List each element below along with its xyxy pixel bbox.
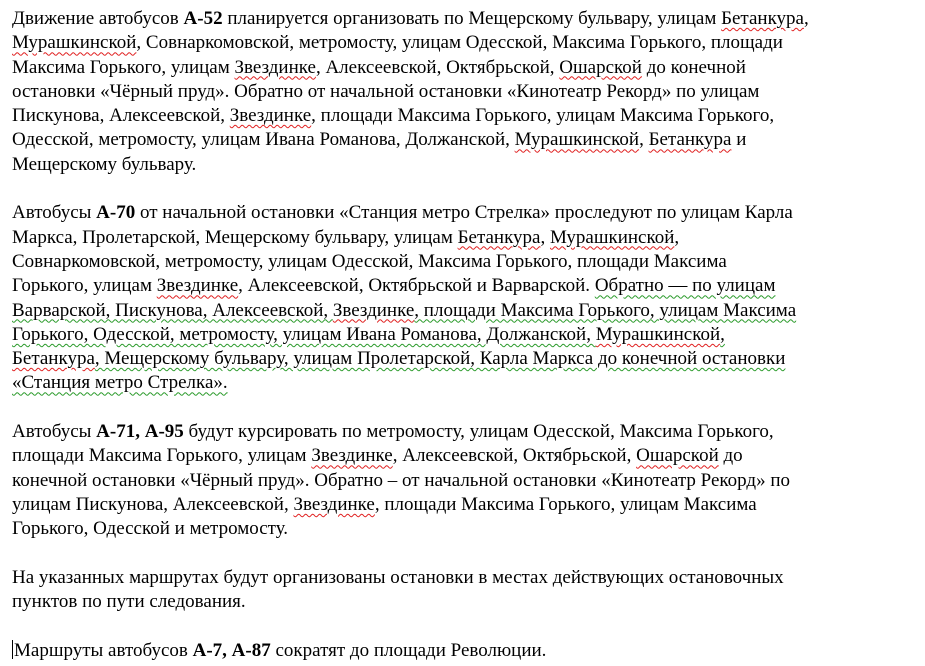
- text-run: улицам Пискунова, Алексеевской,: [12, 493, 294, 515]
- spelling-error-word[interactable]: Звездинке: [293, 493, 375, 515]
- text-line: [12, 250, 809, 274]
- text-line: [12, 469, 809, 493]
- text-run: сократят до площади Революции.: [270, 639, 547, 661]
- text-run: конечной остановки «Чёрный пруд». Обратно – от начальной остановки «Кинотеатр Рекорд» по: [12, 469, 791, 491]
- text-run: от начальной остановки «Станция метро Стрелка» проследуют по улицам Карла: [135, 202, 793, 224]
- text-run: остановки «Чёрный пруд». Обратно от начальной остановки «Кинотеатр Рекорд» по улицам: [12, 80, 760, 102]
- grammar-flagged-text[interactable]: , площади Максима Горького, улицам Максима: [414, 299, 797, 321]
- route-number: А-52: [183, 8, 223, 29]
- text-run: Пискунова, Алексеевской,: [12, 105, 230, 127]
- text-run: Автобусы: [12, 202, 97, 224]
- text-line: [12, 104, 809, 128]
- spelling-error-word[interactable]: Бетанкура: [648, 129, 732, 151]
- route-number: А-70: [96, 202, 136, 224]
- spelling-error-word[interactable]: Звездинке: [332, 299, 415, 321]
- text-line: [12, 201, 809, 225]
- text-line: [12, 153, 809, 177]
- route-number: А-7, А-87: [192, 639, 271, 661]
- text-line: [12, 299, 809, 323]
- empty-line: [12, 614, 809, 638]
- text-line: [12, 226, 809, 250]
- text-run: ,: [540, 226, 550, 248]
- text-run: Максима Горького, улицам: [12, 56, 235, 78]
- text-run: , Алексеевской, Октябрьской и Варварской.: [238, 275, 595, 297]
- text-run: Автобусы: [12, 421, 97, 443]
- paragraph: [12, 639, 809, 663]
- spelling-error-word[interactable]: Звездинке: [229, 105, 312, 127]
- text-run: , Совнаркомовской, метромосту, улицам Одесской, Максима Горького, площади: [136, 32, 783, 54]
- text-run: Движение автобусов: [12, 8, 184, 29]
- text-run: , Алексеевской, Октябрьской,: [315, 56, 560, 78]
- text-run: и: [731, 129, 747, 151]
- spelling-error-word[interactable]: Мурашкинской: [595, 323, 721, 345]
- text-run: планируется организовать по Мещерскому бульвару, улицам: [222, 8, 722, 29]
- text-run: Маркса, Пролетарской, Мещерскому бульвару, улицам: [12, 226, 458, 248]
- text-line: [12, 56, 809, 80]
- text-line: [12, 590, 809, 614]
- text-run: до: [718, 445, 743, 467]
- grammar-flagged-text[interactable]: «Станция метро Стрелка».: [12, 372, 228, 394]
- spelling-error-word[interactable]: Мурашкинской: [514, 129, 640, 151]
- text-line: [12, 420, 809, 444]
- text-line: [12, 371, 809, 395]
- grammar-flagged-text[interactable]: Обратно — по улицам: [594, 275, 776, 297]
- spelling-error-word[interactable]: Звездинке: [234, 56, 316, 78]
- text-line: [12, 493, 809, 517]
- text-run: до конечной: [641, 56, 746, 78]
- grammar-flagged-text[interactable]: Горького, Одесской, метромосту, улицам Ивана Романова, Должанской,: [12, 323, 596, 345]
- text-line: [12, 444, 809, 468]
- text-run: Горького, улицам: [12, 275, 157, 297]
- spelling-error-word[interactable]: Звездинке: [156, 275, 239, 297]
- text-run: , Алексеевской, Октябрьской,: [392, 445, 637, 467]
- paragraph: [12, 201, 809, 395]
- paragraph: [12, 566, 809, 615]
- empty-line: [12, 542, 809, 566]
- spelling-error-word[interactable]: Мурашкинской: [549, 226, 675, 248]
- spelling-error-word[interactable]: Звездинке: [311, 445, 393, 467]
- text-run: площади Максима Горького, улицам: [12, 445, 312, 467]
- text-run: , площади Максима Горького, улицам Максима: [374, 493, 757, 515]
- text-line: [12, 31, 809, 55]
- spelling-error-word[interactable]: Бетанкура: [721, 8, 804, 29]
- text-line: [12, 7, 809, 31]
- text-run: Одесской, метромосту, улицам Ивана Романова, Должанской,: [12, 129, 515, 151]
- spelling-error-word[interactable]: Мурашкинской: [12, 32, 137, 54]
- text-run: Мещерскому бульвару.: [12, 153, 197, 175]
- route-number: А-71, А-95: [96, 421, 184, 443]
- text-run: Совнаркомовской, метромосту, улицам Одесской, Максима Горького, площади Максима: [12, 250, 727, 272]
- document-body[interactable]: [12, 7, 809, 663]
- spelling-error-word[interactable]: Бетанкура: [12, 348, 95, 370]
- text-run: будут курсировать по метромосту, улицам Одесской, Максима Горького,: [183, 421, 774, 443]
- text-run: ,: [639, 129, 649, 151]
- spelling-error-word[interactable]: Ошарской: [559, 56, 642, 78]
- empty-line: [12, 177, 809, 201]
- empty-line: [12, 396, 809, 420]
- spelling-error-word[interactable]: Бетанкура: [457, 226, 541, 248]
- text-line: [12, 517, 809, 541]
- grammar-flagged-text[interactable]: , Мещерскому бульвару, улицам Пролетарской, Карла Маркса до конечной остановки: [94, 348, 786, 370]
- text-line: [12, 80, 809, 104]
- paragraph: [12, 7, 809, 177]
- text-run: Маршруты автобусов: [14, 639, 193, 661]
- text-line: [12, 566, 809, 590]
- text-run: Горького, Одесской и метромосту.: [12, 518, 289, 540]
- text-run: пунктов по пути следования.: [12, 591, 246, 613]
- grammar-flagged-text[interactable]: ,: [720, 323, 725, 345]
- spelling-error-word[interactable]: Ошарской: [636, 445, 719, 467]
- text-run: ,: [674, 226, 680, 248]
- text-line: [12, 639, 809, 663]
- text-line: [12, 347, 809, 371]
- text-cursor: [12, 640, 13, 659]
- text-run: На указанных маршрутах будут организованы остановки в местах действующих остановочных: [12, 566, 784, 588]
- text-run: , площади Максима Горького, улицам Максима Горького,: [311, 105, 775, 127]
- paragraph: [12, 420, 809, 541]
- grammar-flagged-text[interactable]: Варварской, Пискунова, Алексеевской,: [12, 299, 333, 321]
- text-line: [12, 128, 809, 152]
- text-run: ,: [803, 8, 809, 29]
- text-line: [12, 274, 809, 298]
- text-line: [12, 323, 809, 347]
